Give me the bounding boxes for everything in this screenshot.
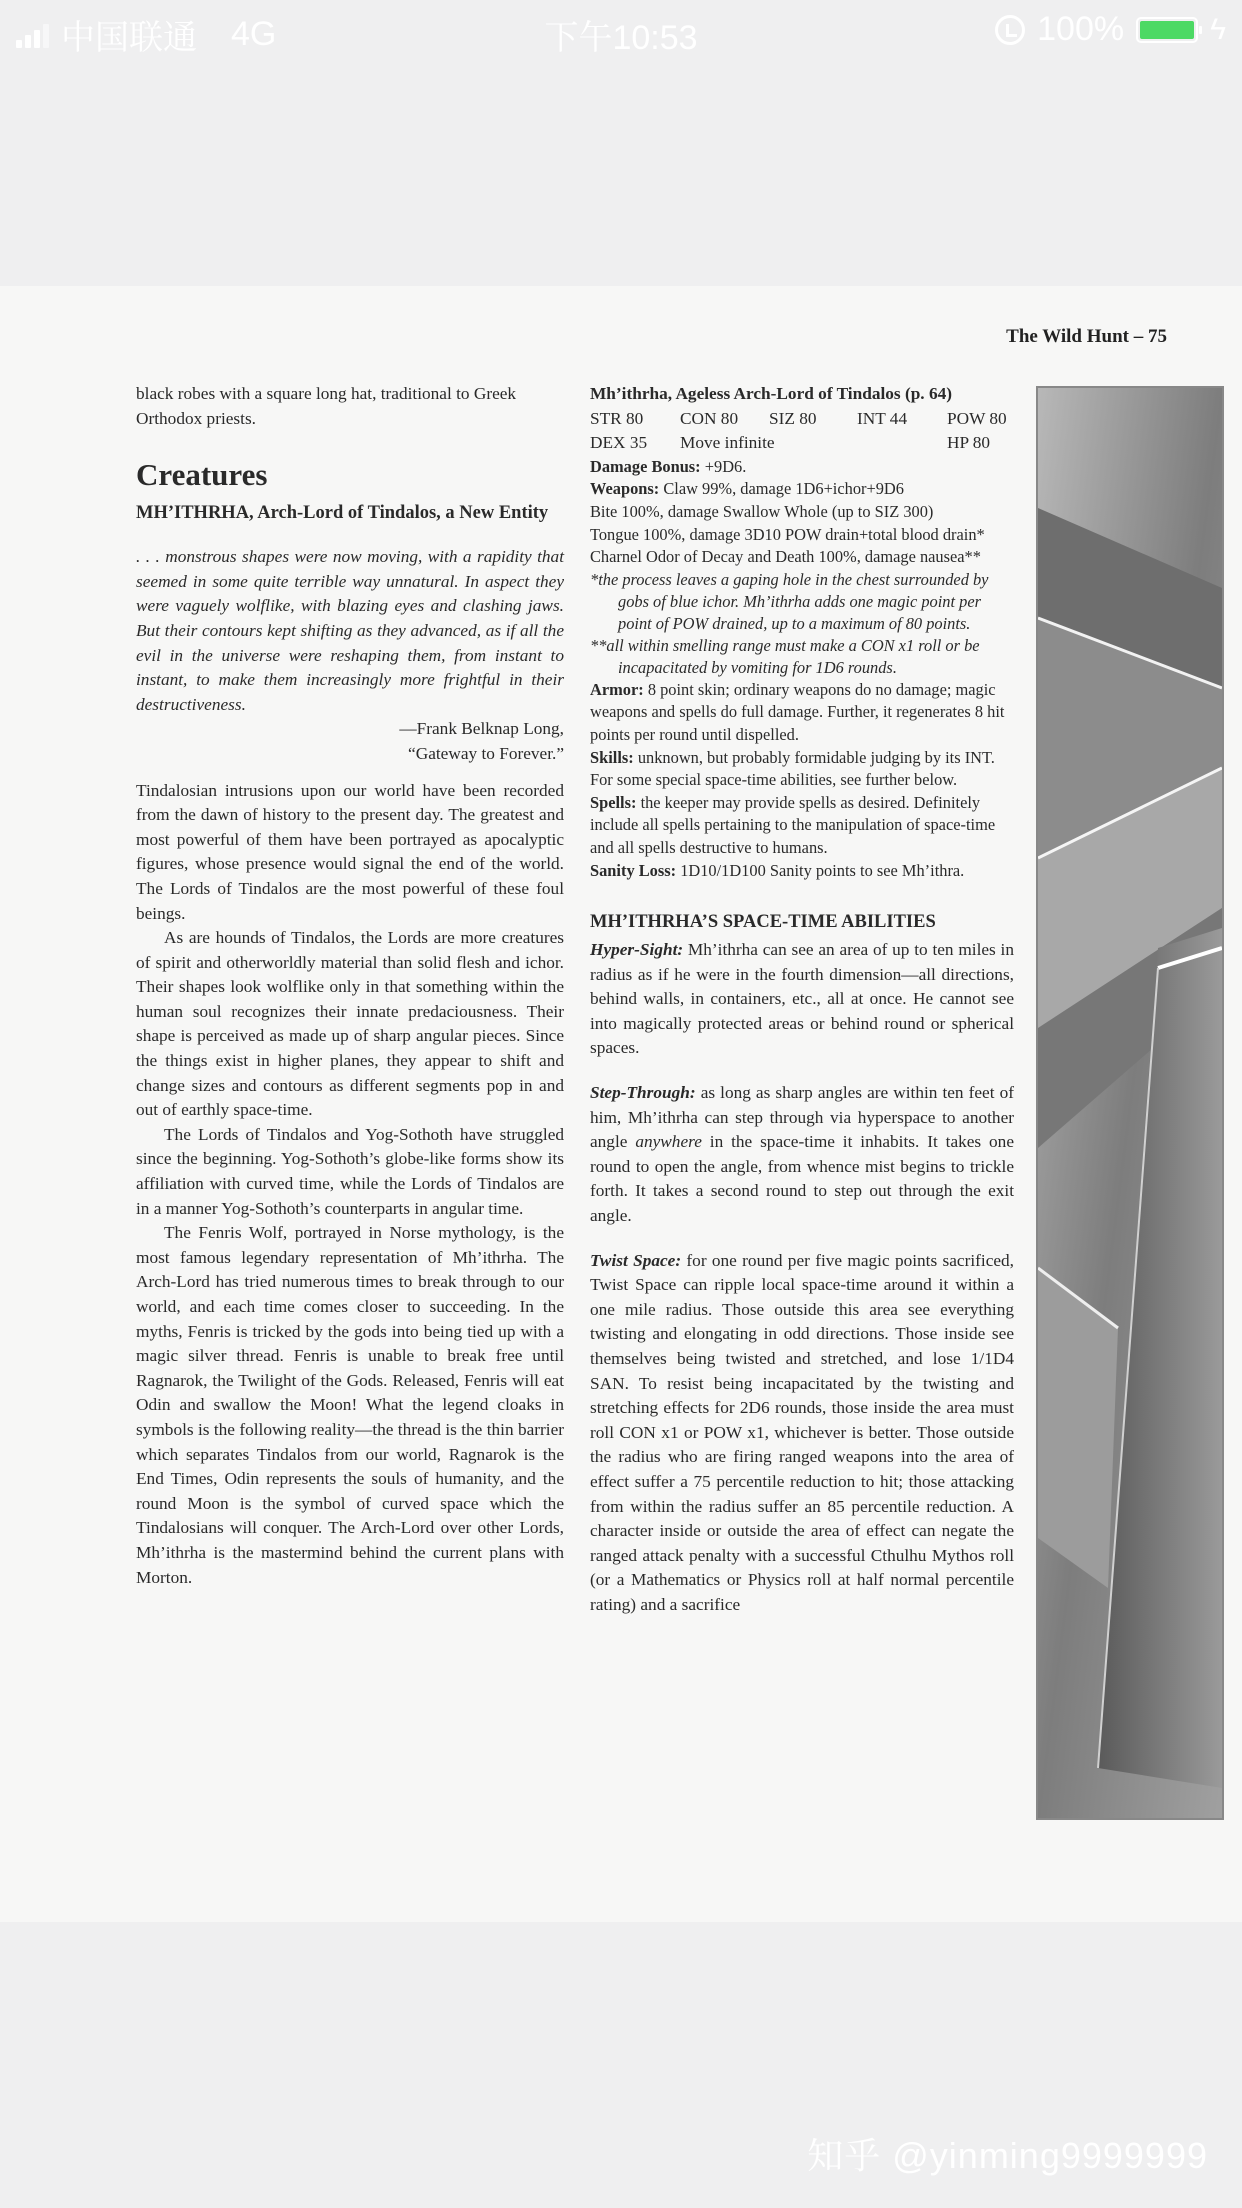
hyper-sight-label: Hyper-Sight: xyxy=(590,940,684,960)
book-page[interactable] xyxy=(0,286,1242,1922)
stat-con: CON 80 xyxy=(680,408,739,428)
abilities-title: MH’ITHRHA’S SPACE-TIME ABILITIES xyxy=(590,912,936,933)
spells-text: the keeper may provide spells as desired. Definitely include all spells pertaining to the manipulation of space-time and all spells destructive to humans. xyxy=(590,792,996,857)
footnote: *the process leaves a gaping hole in the chest surrounded by gobs of blue ichor. Mh’ithrha adds one magic point per point of POW drained, up to a maximum of 80 points. xyxy=(590,569,989,633)
carrier-name: 中国联通 xyxy=(61,19,197,57)
page-header: The Wild Hunt – 75 xyxy=(1006,326,1167,347)
weapon-claw: Claw 99%, damage 1D6+ichor+9D6 xyxy=(663,479,904,499)
step-through-label: Step-Through: xyxy=(590,1083,696,1103)
battery-percent: 100% xyxy=(1037,10,1125,48)
watermark: 知乎 @yinming9999999 xyxy=(807,2135,1208,2176)
sanity-label: Sanity Loss: xyxy=(590,860,677,880)
intro-text: black robes with a square long hat, traditional to Greek Orthodox priests. xyxy=(136,384,517,428)
twist-space-text: for one round per five magic points sacrificed, Twist Space can ripple local space-time around it within a one mile radius. Those outside this area see everything twisting and elongating in odd directions. Those inside see themselves being twisted and stretched, and lose 1/1D4 SAN. To resist being incapacitated by the twisting and stretching effects for 2D6 rounds, those inside the area must roll CON x1 or POW x1, whichever is better. Those outside the radius who are firing ranged weapons into the area of effect suffer a 75 percentile reduction to hit; those attacking from within the radius suffer an 85 percentile reduction. A character inside or outside the area of effect can negate the ranged attack penalty with a successful Cthulhu Mythos roll (or a Mathematics or Physics roll at half normal percentile rating) and a sacrifice xyxy=(590,1250,1014,1614)
subsection-title: MH’ITHRHA, Arch-Lord of Tindalos, a New Entity xyxy=(136,503,549,524)
stat-move: Move infinite xyxy=(680,433,775,453)
status-bar xyxy=(0,0,1242,62)
weapons-label: Weapons: xyxy=(590,479,660,499)
stat-row xyxy=(590,407,1014,432)
epigraph-source: “Gateway to Forever.” xyxy=(408,743,564,763)
stat-hp: HP 80 xyxy=(947,433,991,453)
stat-pow: POW 80 xyxy=(947,408,1007,428)
paragraph: Tindalosian intrusions upon our world have been recorded from the dawn of history to the present day. The greatest and most powerful of them have been portrayed as apocalyptic figures, whose presence would signal the end of the world. The Lords of Tindalos are the most powerful of these foul beings. xyxy=(136,780,564,923)
orientation-lock-icon xyxy=(995,15,1025,45)
sanity-text: 1D10/1D100 Sanity points to see Mh’ithra. xyxy=(680,860,965,880)
right-column xyxy=(590,382,1014,1618)
armor-label: Armor: xyxy=(590,679,644,699)
section-title: Creatures xyxy=(136,457,268,493)
status-right xyxy=(995,10,1226,49)
weapon-tongue: Tongue 100%, damage 3D10 POW drain+total blood drain* xyxy=(590,524,985,544)
twist-space-label: Twist Space: xyxy=(590,1250,682,1270)
step-through-emphasis: anywhere xyxy=(635,1132,702,1152)
battery-icon xyxy=(1136,17,1198,43)
footnote: **all within smelling range must make a CON x1 roll or be incapacitated by vomiting for 1D6 rounds. xyxy=(590,635,980,677)
weapon-charnel: Charnel Odor of Decay and Death 100%, damage nausea** xyxy=(590,547,981,567)
step-through-text: as long as sharp angles are within ten feet of him, Mh’ithrha can step through via hyperspace to another angle xyxy=(590,1083,1014,1152)
decorative-art-panel xyxy=(1036,386,1224,1820)
paragraph: As are hounds of Tindalos, the Lords are more creatures of spirit and otherworldly material than solid flesh and ichor. Their shapes look wolflike only in that something within the human soul recognizes their innate predaciousness. Their shape is perceived as made up of sharp angular pieces. Since the things exist in higher planes, they appear to shift and change sizes and contours as different segments pop in and out of earthly space-time. xyxy=(136,928,564,1120)
angular-art-illustration xyxy=(1038,388,1222,1818)
epigraph-quote: . . . monstrous shapes were now moving, with a rapidity that seemed in some quite terrible way unnatural. In aspect they were vaguely wolflike, with blazing eyes and clashing jaws. But their contours kept shifting as they advanced, as if all the evil in the universe were reshaping them, from instant to instant, to make them increasingly more frightful in their destructiveness. xyxy=(136,547,564,714)
step-through-text-cont: in the space-time it inhabits. It takes one round to open the angle, from whence mist begins to trickle forth. It takes a second round to step out through the exit angle. xyxy=(590,1132,1014,1226)
skills-label: Skills: xyxy=(590,747,634,767)
stat-int: INT 44 xyxy=(857,408,908,428)
stat-row xyxy=(590,431,1014,456)
stat-block-title: Mh’ithrha, Ageless Arch-Lord of Tindalos (p. 64) xyxy=(590,384,952,403)
damage-bonus-value: +9D6. xyxy=(704,456,747,476)
damage-bonus-label: Damage Bonus: xyxy=(590,456,701,476)
epigraph-author: —Frank Belknap Long, xyxy=(399,719,564,739)
stat-siz: SIZ 80 xyxy=(769,408,817,428)
hyper-sight-text: Mh’ithrha can see an area of up to ten miles in radius as if he were in the fourth dimension—all directions, behind walls, in containers, etc., all at once. He cannot see into magically protected areas or behind round or spherical spaces. xyxy=(590,940,1014,1058)
armor-text: 8 point skin; ordinary weapons do no damage; magic weapons and spells do full damage. Further, it regenerates 8 hit points per round until dispelled. xyxy=(590,679,1005,744)
stat-str: STR 80 xyxy=(590,408,644,428)
clock: 下午10:53 xyxy=(544,19,698,57)
network-type: 4G xyxy=(231,15,277,53)
battery-fill xyxy=(1140,21,1194,39)
charging-bolt-icon: ϟ xyxy=(1210,12,1226,46)
paragraph: The Fenris Wolf, portrayed in Norse mythology, is the most famous legendary representation of Mh’ithrha. The Arch-Lord has tried numerous times to break through to our world, and each time comes closer to succeeding. In the myths, Fenris is tricked by the gods into being tied up with a magic silver thread. Fenris is unable to break free until Ragnarok, the Twilight of the Gods. Released, Fenris will eat Odin and swallow the Moon! What the legend cloaks in symbols is the following reality—the thread is the thin barrier which separates Tindalos from our world, Ragnarok is the End Times, Odin represents the souls of humanity, and the round Moon is the symbol of curved space which the Tindalosians will conquer. The Arch-Lord over other Lords, Mh’ithrha is the mastermind behind the current plans with Morton. xyxy=(136,1223,564,1587)
stat-dex: DEX 35 xyxy=(590,433,648,453)
left-column xyxy=(136,382,564,1590)
spells-label: Spells: xyxy=(590,792,637,812)
skills-text: unknown, but probably formidable judging by its INT. For some special space-time abilities, see further below. xyxy=(590,747,995,790)
weapon-bite: Bite 100%, damage Swallow Whole (up to SIZ 300) xyxy=(590,501,934,521)
paragraph: The Lords of Tindalos and Yog-Sothoth have struggled since the beginning. Yog-Sothoth’s globe-like forms show its affiliation with curved time, while the Lords of Tindalos are in a manner Yog-Sothoth’s counterparts in angular time. xyxy=(136,1124,564,1218)
